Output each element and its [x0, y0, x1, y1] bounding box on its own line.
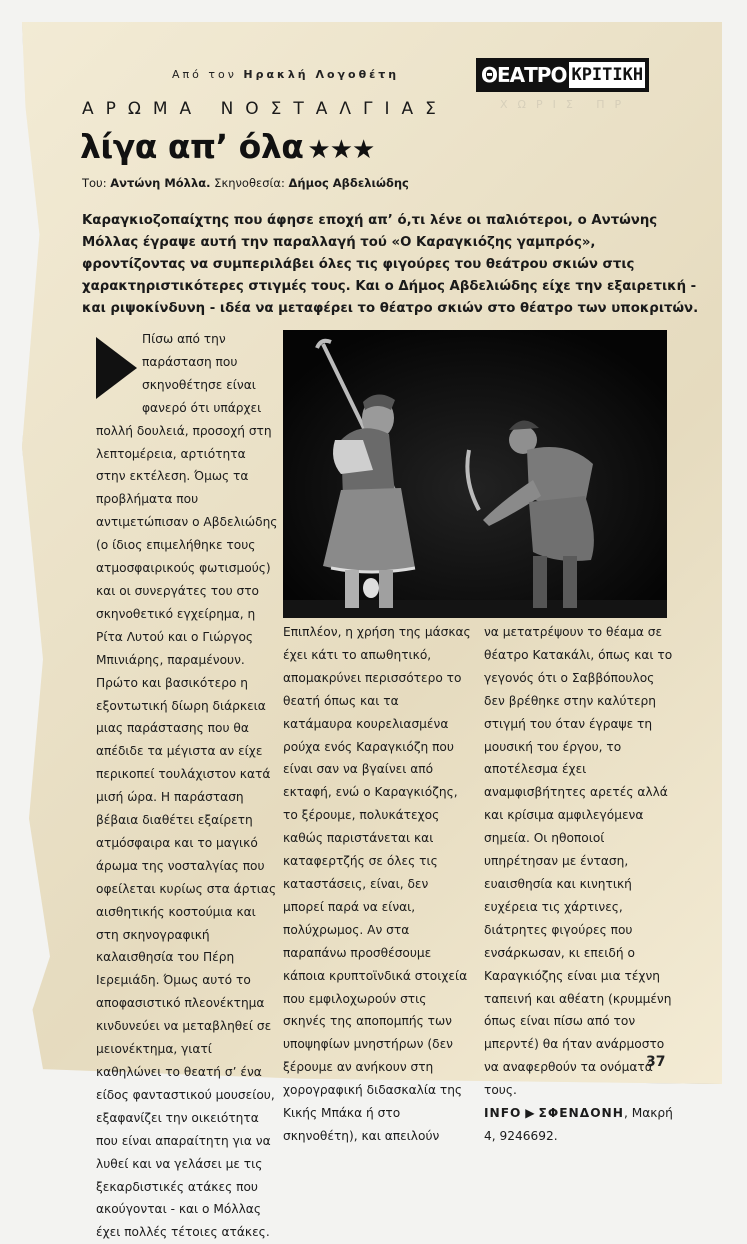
logo-part-theatro: ΘΕΑΤΡΟ: [478, 60, 569, 90]
body-column-2: Επιπλέον, η χρήση της μάσκας έχει κάτι το απωθητικό, απομακρύνει περισσότερο το θεατή όπως και τα κατάμαυρα κουρελιασμένα ρούχα ενός Καραγκιόζη που είναι σαν να βγαίνει από εκταφή, ενώ ο Καραγκιόζης, το ξέρουμε, πολυκάτεχος καθώς παριστάνεται και καταφερτζής σε όλες τις καταστάσεις, είναι, δεν μπορεί παρά να είναι, πολύχρωμος. Αν στα παραπάνω προσθέσουμε κάποια κρυπτοϊνδικά στοιχεία που εμφιλοχωρούν στις σκηνές της αποπομπής των υποψηφίων μνηστήρων (δεν ξέρουμε αν ανήκουν στη χορογραφική διδασκαλία της Κικής Μπάκα ή στο σκηνοθέτη), και απειλούν: [283, 625, 471, 1143]
title-text: λίγα απ’ όλα: [80, 127, 304, 166]
byline-author: Ηρακλή Λογοθέτη: [243, 68, 400, 81]
body-column-1: [96, 328, 278, 1244]
info-venue: ΣΦΕΝΔΟΝΗ: [538, 1106, 624, 1121]
logo-part-kritiki: ΚΡΙΤΙΚΗ: [569, 62, 645, 88]
author-name: Αντώνη Μόλλα.: [110, 176, 211, 190]
info-box: [484, 1102, 674, 1148]
column-3-text: να μετατρέψουν το θέαμα σε θέατρο Κατακάλι, όπως και το γεγονός ότι ο Σαββόπουλος δεν βρέθηκε στην καλύτερη στιγμή του όταν έγραψε τη μουσική του έργου, το αποτέλεσμα έχει αναμφισβήτητες αρετές αλλά και κρίσιμα αμφιλεγόμενα σημεία. Οι ηθοποιοί υπηρέτησαν με ένταση, ευαισθησία και κινητική ευχέρεια τις χάρτινες, διάτρητες φιγούρες που ενσάρκωσαν, κι επειδή ο Καραγκιόζης είναι μια τέχνη ταπεινή και αθέατη (κρυμμένη όπως είναι πίσω από τον μπερντέ) θα ήταν ανάρμοστο να αναφερθούν τα ονόματά τους.: [484, 625, 673, 1098]
info-label: INFO: [484, 1106, 522, 1121]
play-arrow-icon: ▶: [525, 1106, 535, 1121]
performance-photo: [283, 330, 667, 618]
shadow-theatre-actors-image: [283, 330, 667, 618]
credits: [82, 176, 409, 190]
info-address: , Μακρή 4, 9246692.: [484, 1106, 673, 1143]
article-title: [80, 127, 374, 166]
byline-prefix: Από τον: [172, 68, 237, 81]
byline: [172, 68, 399, 81]
section-logo: [476, 58, 649, 92]
lead-paragraph: Καραγκιοζοπαίχτης που άφησε εποχή απ’ ό,τι λένε οι παλιότεροι, ο Αντώνης Μόλλας έγραψε αυτή την παραλλαγή τού «Ο Καραγκιόζης γαμπρός», φροντίζοντας να συμπεριλάβει όλες τις φιγούρες του θεάτρου σκιών στις χαρακτηριστικότερες στιγμές τους. Και ο Δήμος Αβδελιώδης είχε την εξαιρετική - και ριψοκίνδυνη - ιδέα να μεταφέρει το θέατρο σκιών στο θέατρο των υποκριτών.: [82, 213, 699, 316]
kicker: ΑΡΩΜΑ ΝΟΣΤΑΛΓΙΑΣ: [82, 99, 448, 119]
director-name: Δήμος Αβδελιώδης: [288, 176, 409, 190]
column-1-text: Πίσω από την παράσταση που σκηνοθέτησε είναι φανερό ότι υπάρχει πολλή δουλειά, προσοχή στη λεπτομέρεια, αρτιότητα στην εκτέλεση. Όμως τα προβλήματα που αντιμετώπισαν ο Αβδελιώδης (ο ίδιος επιμελήθηκε τους ατμοσφαιρικούς φωτισμούς) και οι συνεργάτες του στο σκηνοθετικό εγχείρημα, η Ρίτα Λυτού και ο Γιώργος Μπινιάρης, παραμένουν. Πρώτο και βασικότερο η εξοντωτική δίωρη διάρκεια μιας παράστασης που θα απέδιδε τα μέγιστα αν είχε περικοπεί τουλάχιστον κατά μισή ώρα. Η παράσταση βέβαια διαθέτει εξαίρετη ατμόσφαιρα και το μαγικό άρωμα της νοσταλγίας που οφείλεται κυρίως στα άρτιας αισθητικής κοστούμια και στη σκηνογραφική καλαισθησία του Πέρη Ιερεμιάδη. Όμως αυτό το αποφασιστικό πλεονέκτημα κινδυνεύει να μεταβληθεί σε μειονέκτημα, γιατί καθηλώνει το θεατή σ’ ένα είδος φανταστικού μουσείου, εξαφανίζει την οικειότητα που είναι απαραίτητη για να λυθεί και να γελάσει με τις ξεκαρδιστικές ατάκες που ακούγονται - και ο Μόλλας έχει πολλές τέτοιες ατάκες.: [96, 332, 278, 1240]
author-label: Του:: [82, 176, 107, 190]
star-rating-icon: ★★★: [307, 135, 375, 165]
bleed-through-text: ΧΩΡΙΣ ΠΡ: [500, 98, 632, 111]
arrow-indent-spacer: [96, 328, 142, 418]
director-label: Σκηνοθεσία:: [214, 176, 285, 190]
page-number: 37: [646, 1054, 666, 1070]
